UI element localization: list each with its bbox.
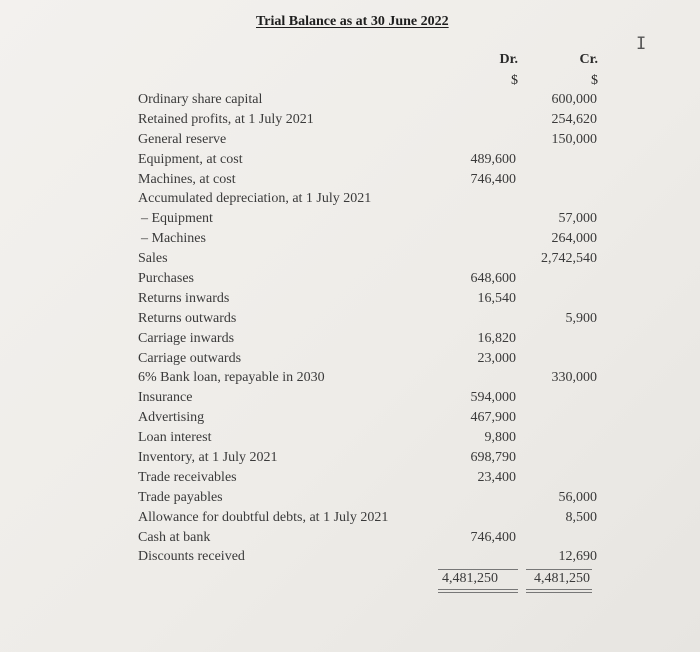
cr-total-double-rule [526, 589, 592, 593]
row-debit: 698,790 [470, 450, 516, 466]
cr-currency: $ [591, 73, 598, 88]
row-credit: 12,690 [558, 549, 597, 565]
row-label: Allowance for doubtful debts, at 1 July 2021 [138, 509, 389, 525]
table-row [0, 330, 700, 350]
row-credit: 330,000 [551, 370, 597, 386]
row-debit: 648,600 [470, 271, 516, 287]
row-debit: 746,400 [470, 529, 516, 545]
row-credit: 8,500 [565, 509, 597, 525]
row-label: Returns inwards [138, 290, 230, 306]
row-credit: 5,900 [565, 310, 597, 326]
text-cursor-icon: I [636, 34, 647, 54]
table-row [0, 270, 700, 290]
row-debit: 23,400 [477, 469, 516, 485]
table-row [0, 429, 700, 449]
table-row [0, 350, 700, 370]
row-label: Equipment, at cost [138, 151, 243, 167]
table-row [0, 548, 700, 568]
row-label: – Machines [141, 231, 206, 247]
row-label: Trade payables [138, 489, 223, 505]
row-label: Returns outwards [138, 310, 237, 326]
row-label: Inventory, at 1 July 2021 [138, 450, 278, 466]
row-label: Purchases [138, 271, 194, 287]
dr-total-rule [438, 569, 518, 570]
row-debit: 594,000 [470, 390, 516, 406]
table-row [0, 509, 700, 529]
row-label: – Equipment [141, 211, 213, 227]
table-row [0, 489, 700, 509]
row-label: 6% Bank loan, repayable in 2030 [138, 370, 325, 386]
row-credit: 56,000 [558, 489, 597, 505]
table-row [0, 190, 700, 210]
table-row [0, 290, 700, 310]
row-label: Discounts received [138, 549, 245, 565]
row-label: Accumulated depreciation, at 1 July 2021 [138, 191, 372, 207]
row-credit: 264,000 [551, 231, 597, 247]
table-row [0, 310, 700, 330]
table-row [0, 111, 700, 131]
row-debit: 467,900 [470, 410, 516, 426]
table-row [0, 151, 700, 171]
row-label: Ordinary share capital [138, 92, 263, 107]
table-row [0, 210, 700, 230]
row-debit: 746,400 [470, 171, 516, 187]
row-label: Sales [138, 251, 168, 267]
page-title: Trial Balance as at 30 June 2022 [256, 14, 449, 29]
row-credit: 600,000 [551, 92, 597, 107]
cr-total-rule [526, 569, 592, 570]
table-row [0, 469, 700, 489]
table-row [0, 369, 700, 389]
table-row [0, 171, 700, 191]
table-row [0, 529, 700, 549]
dr-total-double-rule [438, 589, 518, 593]
row-label: Insurance [138, 390, 193, 406]
row-credit: 2,742,540 [541, 251, 597, 267]
row-label: Carriage outwards [138, 350, 242, 366]
row-credit: 57,000 [558, 211, 597, 227]
row-label: Cash at bank [138, 529, 211, 545]
table-row [0, 409, 700, 429]
row-label: Machines, at cost [138, 171, 236, 187]
row-label: Trade receivables [138, 469, 237, 485]
table-row [0, 250, 700, 270]
cr-total: 4,481,250 [534, 571, 590, 586]
row-debit: 23,000 [477, 350, 516, 366]
dr-currency: $ [511, 73, 518, 88]
row-label: Loan interest [138, 430, 212, 446]
row-debit: 489,600 [470, 151, 516, 167]
row-label: Carriage inwards [138, 330, 235, 346]
row-credit: 254,620 [551, 111, 597, 127]
row-label: Retained profits, at 1 July 2021 [138, 111, 314, 127]
row-debit: 16,540 [477, 290, 516, 306]
cr-column-header: Cr. [579, 52, 598, 67]
ledger-rows [0, 91, 700, 568]
dr-total: 4,481,250 [442, 571, 498, 586]
table-row [0, 449, 700, 469]
row-debit: 9,800 [484, 430, 516, 446]
table-row [0, 131, 700, 151]
row-label: Advertising [138, 410, 205, 426]
row-credit: 150,000 [551, 131, 597, 147]
table-row [0, 389, 700, 409]
row-label: General reserve [138, 131, 227, 147]
table-row [0, 230, 700, 250]
dr-column-header: Dr. [499, 52, 518, 67]
row-debit: 16,820 [477, 330, 516, 346]
table-row [0, 91, 700, 111]
